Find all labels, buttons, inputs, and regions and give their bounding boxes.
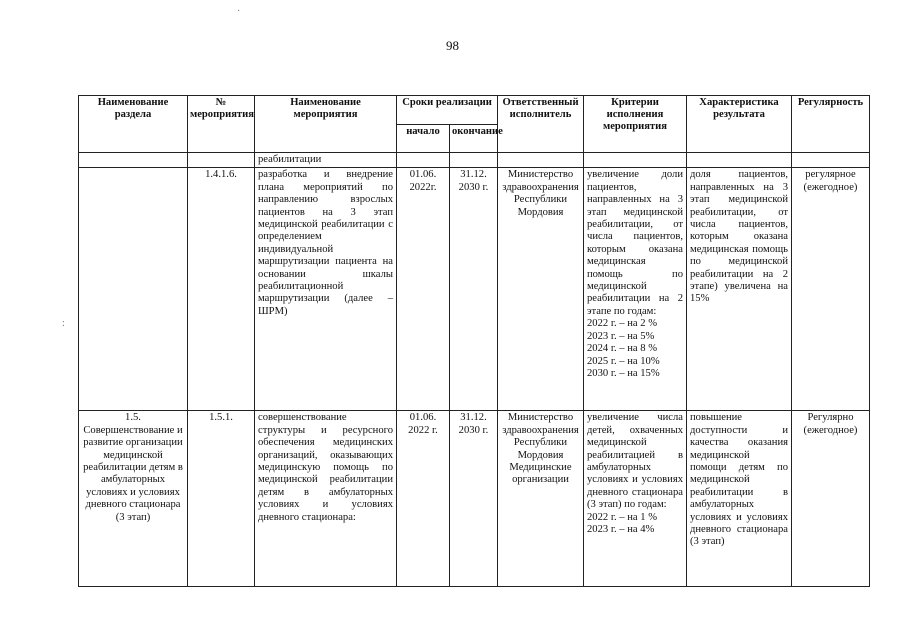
header-regularity: Регулярность: [792, 96, 870, 153]
criteria-year: 2023 г. – на 5%: [587, 330, 655, 342]
header-section: Наименование раздела: [79, 96, 188, 153]
cell-activity: разработка и внедрение плана мероприятий по направлению взрослых пациентов на 3 этап медицинской реабилитации с определением индивидуальной маршрутизации пациента на основании шкалы реабилитационной маршрутизации (далее – ШРМ): [255, 168, 397, 411]
cell-end: 31.12. 2030 г.: [450, 168, 498, 411]
cell-result: доля пациентов, направленных на 3 этап медицинской реабилитации, от числа пациентов, которым оказана медицинская помощь по медицинской реабилитации на 2 этапе) увеличена на 15%: [687, 168, 792, 411]
activities-table: [78, 95, 870, 587]
header-activity: Наименование мероприятия: [255, 96, 397, 153]
cell-regularity: Регулярно (ежегодное): [792, 411, 870, 587]
cell-start: 01.06. 2022г.: [397, 168, 450, 411]
page-number: 98: [446, 38, 459, 53]
margin-mark: :: [62, 318, 65, 329]
continuation-text: реабилитации: [255, 153, 397, 168]
cell-responsible: Министерство здравоохранения Республики Мордовия Медицинские организации: [498, 411, 584, 587]
cell-regularity: регулярное (ежегодное): [792, 168, 870, 411]
header-responsible: Ответственный исполнитель: [498, 96, 584, 153]
cell-responsible: Министерство здравоохранения Республики Мордовия: [498, 168, 584, 411]
table-row-continuation: [79, 153, 870, 168]
header-number: № мероприятия: [188, 96, 255, 153]
header-terms: Сроки реализации: [397, 96, 498, 125]
cell-criteria: [584, 168, 687, 411]
cell-start: 01.06. 2022 г.: [397, 411, 450, 587]
criteria-year: 2030 г. – на 15%: [587, 367, 660, 379]
criteria-year: 2024 г. – на 8 %: [587, 343, 658, 355]
header-criteria: Критерии исполнения мероприятия: [584, 96, 687, 153]
cell-criteria: [584, 411, 687, 587]
cell-section: 1.5. Совершенствование и развитие организации медицинской реабилитации детям в амбулаторных условиях и условиях дневного стационара (3 этап): [79, 411, 188, 587]
header-end: окончание: [450, 125, 498, 153]
criteria-year: 2022 г. – на 1 %: [587, 511, 658, 523]
header-result: Характеристика результата: [687, 96, 792, 153]
table-row: [79, 411, 870, 587]
cell-end: 31.12. 2030 г.: [450, 411, 498, 587]
criteria-year: 2022 г. – на 2 %: [587, 318, 658, 330]
margin-mark: ·: [237, 6, 241, 17]
cell-section: [79, 168, 188, 411]
criteria-year: 2023 г. – на 4%: [587, 524, 655, 536]
table-row: [79, 168, 870, 411]
header-start: начало: [397, 125, 450, 153]
criteria-year: 2025 г. – на 10%: [587, 355, 660, 367]
cell-number: 1.4.1.6.: [188, 168, 255, 411]
criteria-text: увеличение доли пациентов, направленных на 3 этап медицинской реабилитации, от числа пациентов, которым оказана медицинская помощь по медицинской реабилитации на 2 этапе по годам:: [587, 169, 683, 317]
cell-number: 1.5.1.: [188, 411, 255, 587]
cell-activity: совершенствование структуры и ресурсного обеспечения медицинских организаций, оказывающих медицинскую помощь по медицинской реабилитации детям в амбулаторных условиях и условиях дневного стационара:: [255, 411, 397, 587]
cell-result: повышение доступности и качества оказания медицинской помощи детям по медицинской реабилитации в амбулаторных условиях и условиях дневного стационара (3 этап): [687, 411, 792, 587]
criteria-text: увеличение числа детей, охваченных медицинской реабилитацией в амбулаторных условиях и условиях дневного стационара (3 этап) по годам:: [587, 412, 683, 511]
